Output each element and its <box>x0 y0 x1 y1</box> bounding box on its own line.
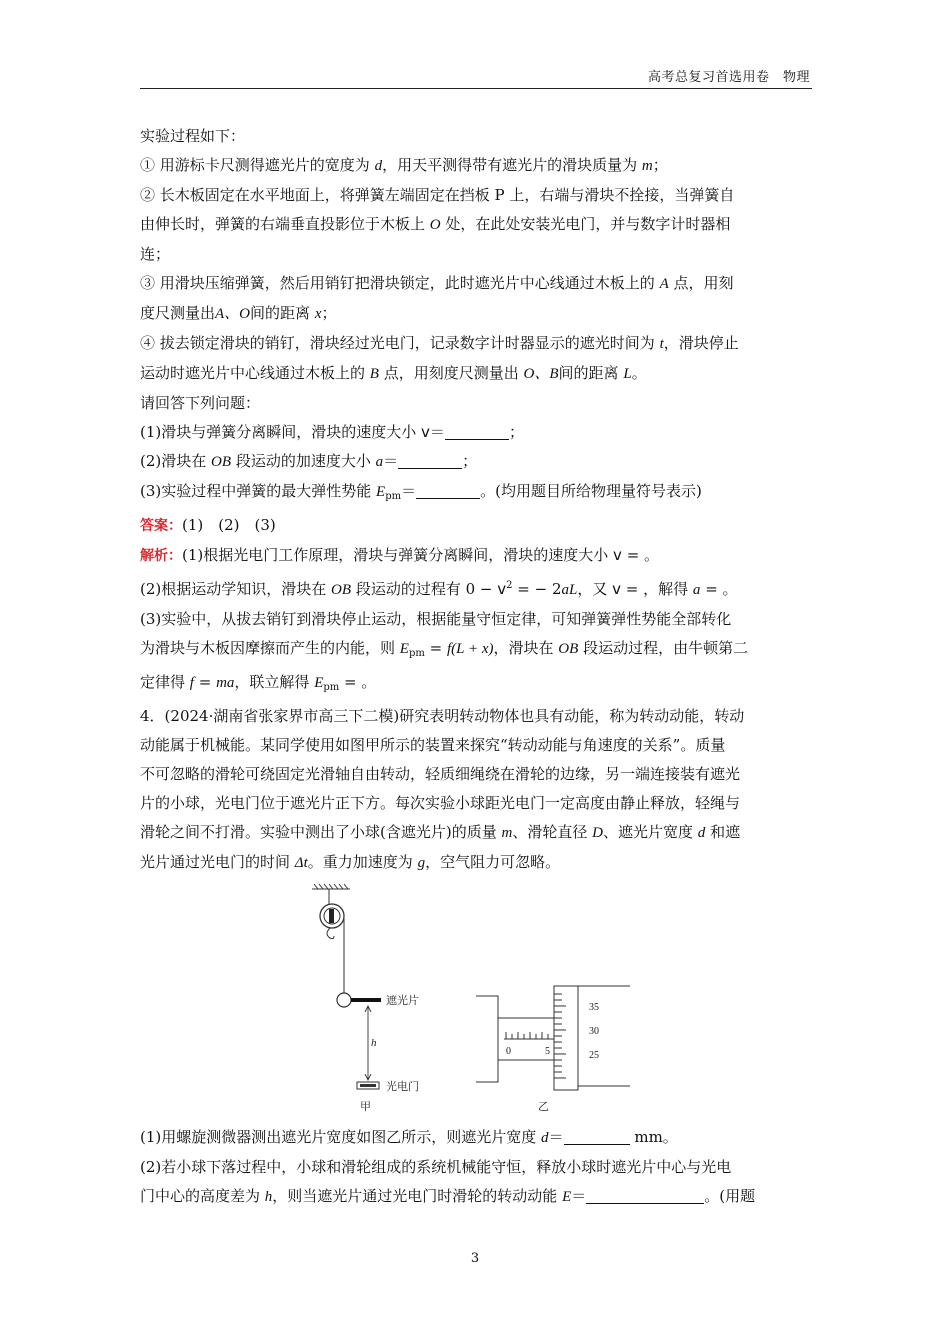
procedure-intro: 实验过程如下： <box>140 127 246 145</box>
micrometer-icon <box>476 986 630 1090</box>
step-3-line-2: 度尺测量出A、O间的距离 x； <box>140 304 337 322</box>
height-label: h <box>371 1037 377 1049</box>
apparatus-figure <box>300 882 650 1122</box>
problem-4-line-2: 动能属于机械能。某同学使用如图甲所示的装置来探究“转动动能与角速度的关系”。质量 <box>140 736 726 754</box>
part-2-line-1: (2)若小球下落过程中，小球和滑轮组成的系统机械能守恒，释放小球时遮光片中心与光电 <box>140 1158 732 1176</box>
ball-with-shade <box>337 993 381 1007</box>
pulley-icon <box>320 904 344 939</box>
problem-4-line-6: 光片通过光电门的时间 Δt。重力加速度为 g，空气阻力可忽略。 <box>140 853 561 871</box>
question-1: (1)滑块与弹簧分离瞬间，滑块的速度大小 v＝ ； <box>140 423 524 441</box>
step-2-line-2: 由伸长时，弹簧的右端垂直投影位于木板上 O 处，在此处安装光电门，并与数字计时器相 <box>140 215 731 233</box>
page-body <box>140 122 812 878</box>
thimble-35: 35 <box>589 1002 599 1013</box>
step-3-line-1: ③ 用滑块压缩弹簧，然后用销钉把滑块锁定，此时遮光片中心线通过木板上的 A 点，用刻 <box>140 274 734 292</box>
page-body-lower <box>140 1123 812 1212</box>
analysis-1: 解析：(1)根据光电门工作原理，滑块与弹簧分离瞬间，滑块的速度大小 v = 。 <box>140 546 660 564</box>
thimble-30: 30 <box>589 1026 599 1037</box>
problem-4-line-4: 片的小球，光电门位于遮光片正下方。每次实验小球距光电门一定高度由静止释放，轻绳与 <box>140 794 741 812</box>
analysis-3-line-2: 为滑块与木板因摩擦而产生的内能，则 $E_{pm} = f(L + x)$，滑块在 OB 段运动过程，由牛顿第二 <box>140 639 749 659</box>
page-number: 3 <box>470 1251 480 1266</box>
caption-jia: 甲 <box>360 1100 371 1113</box>
step-2-line-3: 连； <box>140 245 171 263</box>
question-2: (2)滑块在 OB 段运动的加速度大小 a＝ ； <box>140 452 478 470</box>
problem-4-line-5: 滑轮之间不打滑。实验中测出了小球(含遮光片)的质量 m、滑轮直径 D、遮光片宽度 d 和遮 <box>140 823 741 841</box>
problem-4-line-1: 4．(2024·湖南省张家界市高三下二模)研究表明转动物体也具有动能，称为转动动能，转动 <box>140 707 745 725</box>
shade-label: 遮光片 <box>386 994 419 1007</box>
questions-intro: 请回答下列问题： <box>140 394 261 412</box>
step-1: ① 用游标卡尺测得遮光片的宽度为 d，用天平测得带有遮光片的滑块质量为 m； <box>140 156 668 174</box>
part-1: (1)用螺旋测微器测出遮光片宽度如图乙所示，则遮光片宽度 d＝ mm。 <box>140 1128 678 1146</box>
main-scale-0: 0 <box>506 1046 511 1057</box>
analysis-3-line-3: 定律得 f = ma，联立解得 $E_{pm}$ = 。 <box>140 673 377 693</box>
answer-blank[interactable] <box>586 1187 704 1204</box>
analysis-2: (2)根据运动学知识，滑块在 OB 段运动的过程有 $0 - v^2$ = − 2aL，又 v = ，解得 a = 。 <box>140 580 738 598</box>
answer-blank[interactable] <box>564 1128 630 1145</box>
answer-blank[interactable] <box>416 482 480 499</box>
caption-yi: 乙 <box>538 1100 549 1113</box>
running-header <box>140 66 812 89</box>
step-4-line-2: 运动时遮光片中心线通过木板上的 B 点，用刻度尺测量出 O、B间的距离 L。 <box>140 364 647 382</box>
part-2-line-2: 门中心的高度差为 h，则当遮光片通过光电门时滑轮的转动动能 E＝ 。(用题 <box>140 1187 756 1205</box>
thimble-25: 25 <box>589 1050 599 1061</box>
analysis-3-line-1: (3)实验中，从拔去销钉到滑块停止运动，根据能量守恒定律，可知弹簧弹性势能全部转化 <box>140 610 732 628</box>
gate-label: 光电门 <box>386 1080 419 1093</box>
step-2-line-1: ② 长木板固定在水平地面上，将弹簧左端固定在挡板 P 上，右端与滑块不拴接，当弹簧自 <box>140 186 735 204</box>
problem-4-line-3: 不可忽略的滑轮可绕固定光滑轴自由转动，轻质细绳绕在滑轮的边缘，另一端连接装有遮光 <box>140 765 741 783</box>
answer-line: 答案：(1) (2) (3) <box>140 516 276 534</box>
photogate-icon <box>357 1082 379 1089</box>
header-title: 高考总复习首选用卷 物理 <box>647 70 810 85</box>
main-scale-5: 5 <box>545 1046 550 1057</box>
answer-blank[interactable] <box>398 452 462 469</box>
answer-blank[interactable] <box>445 423 509 440</box>
step-4-line-1: ④ 拔去锁定滑块的销钉，滑块经过光电门，记录数字计时器显示的遮光时间为 t，滑块停止 <box>140 334 739 352</box>
question-3: (3)实验过程中弹簧的最大弹性势能 $E_{pm}=$ 。(均用题目所给物理量符号表示) <box>140 482 702 502</box>
